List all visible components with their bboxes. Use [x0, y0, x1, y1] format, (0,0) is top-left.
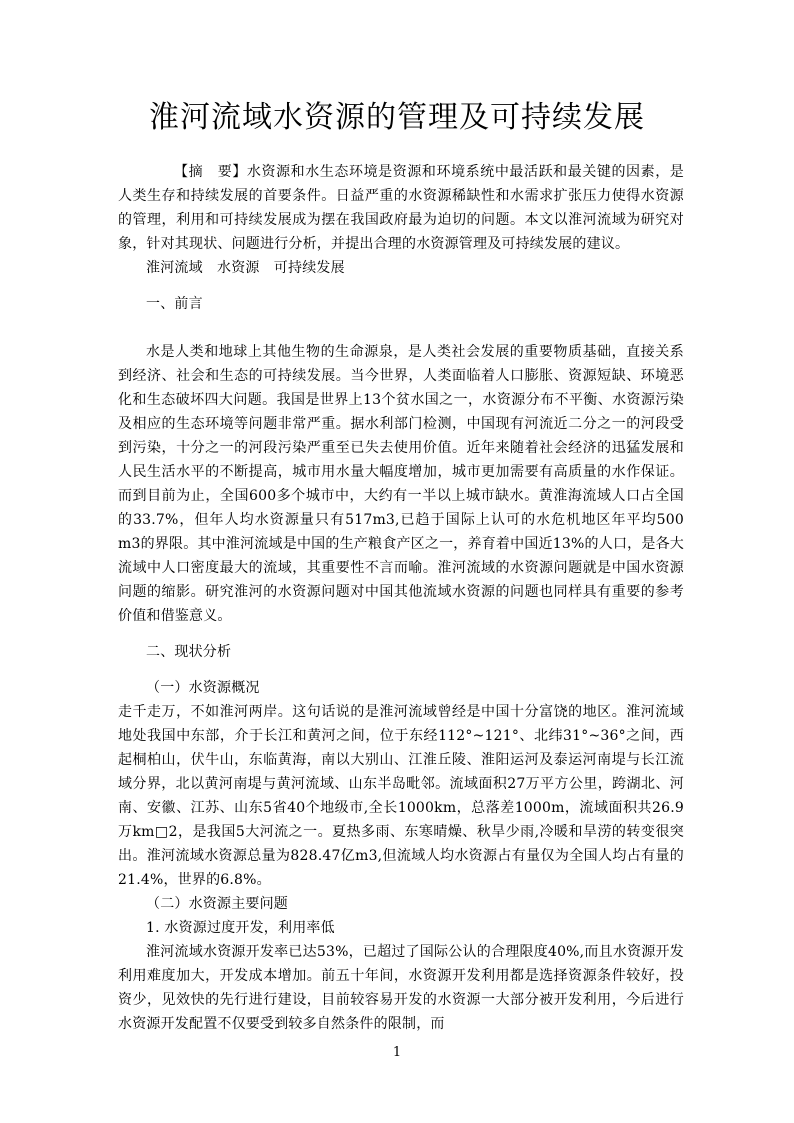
document-body	[118, 160, 684, 1036]
item-heading-overdevelopment: 1. 水资源过度开发，利用率低	[146, 920, 335, 936]
section-heading-status: 二、现状分析	[146, 644, 232, 660]
document-title: 淮河流域水资源的管理及可持续发展	[149, 100, 645, 135]
section-heading-intro: 一、前言	[146, 296, 203, 312]
abstract-paragraph	[118, 160, 684, 256]
spacer	[118, 280, 684, 292]
abstract-label: 【摘 要】	[174, 164, 247, 180]
abstract-text: 水资源和水生态环境是资源和环境系统中最活跃和最关键的因素，是人类生存和持续发展的首要条件。日益严重的水资源稀缺性和水需求扩张压力使得水资源的管理，利用和可持续发展成为摆在我国政府最为迫切的问题。本文以淮河流域为研究对象，针对其现状、问题进行分析，并提出合理的水资源管理及可持续发展的建议。	[118, 164, 685, 252]
keywords: 淮河流域 水资源 可持续发展	[146, 260, 345, 276]
subsection-heading-problems: （二）水资源主要问题	[146, 896, 288, 912]
overdevelopment-paragraph: 淮河流域水资源开发率已达53%，已超过了国际公认的合理限度40%,而且水资源开发利用难度加大，开发成本增加。前五十年间，水资源开发利用都是选择资源条件较好，投资少，见效快的先行进行建设，目前较容易开发的水资源一大部分被开发利用，今后进行水资源开发配置不仅要受到较多自然条件的限制，而	[118, 944, 684, 1032]
intro-paragraph: 水是人类和地球上其他生物的生命源泉，是人类社会发展的重要物质基础，直接关系到经济、社会和生态的可持续发展。当今世界，人类面临着人口膨胀、资源短缺、环境恶化和生态破坏四大问题。我国是世界上13个贫水国之一，水资源分布不平衡、水资源污染及相应的生态环境等问题非常严重。据水利部门检测，中国现有河流近二分之一的河段受到污染，十分之一的河段污染严重至已失去使用价值。近年来随着社会经济的迅猛发展和人民生活水平的不断提高，城市用水量大幅度增加，城市更加需要有高质量的水作保证。而到目前为止，全国600多个城市中，大约有一半以上城市缺水。黄淮海流域人口占全国的33.7%，但年人均水资源量只有517m3,已趋于国际上认可的水危机地区年平均500 m3的界限。其中淮河流域是中国的生产粮食产区之一，养育着中国近13%的人口，是各大流域中人口密度最大的流域，其重要性不言而喻。淮河流域的水资源问题就是中国水资源问题的缩影。研究淮河的水资源问题对中国其他流域水资源的问题也同样具有重要的参考价值和借鉴意义。	[118, 344, 684, 624]
overview-paragraph: 走千走万，不如淮河两岸。这句话说的是淮河流域曾经是中国十分富饶的地区。淮河流域地处我国中东部，介于长江和黄河之间，位于东经112°~121°、北纬31°~36°之间，西起桐柏山，伏牛山，东临黄海，南以大别山、江淮丘陵、淮阳运河及泰运河南堤与长江流域分界，北以黄河南堤与黄河流域、山东半岛毗邻。流域面积27万平方公里，跨湖北、河南、安徽、江苏、山东5省40个地级市,全长1000km，总落差1000m，流域面积共26.9万km□2，是我国5大河流之一。夏热多雨、东寒晴燥、秋旱少雨,冷暖和旱涝的转变很突出。淮河流域水资源总量为828.47亿m3,但流域人均水资源占有量仅为全国人均占有量的21.4%，世界的6.8%。	[118, 704, 684, 888]
page-number: 1	[392, 1045, 402, 1060]
spacer	[118, 316, 684, 340]
spacer	[118, 664, 684, 676]
spacer	[118, 628, 684, 640]
subsection-heading-overview: （一）水资源概况	[146, 680, 260, 696]
